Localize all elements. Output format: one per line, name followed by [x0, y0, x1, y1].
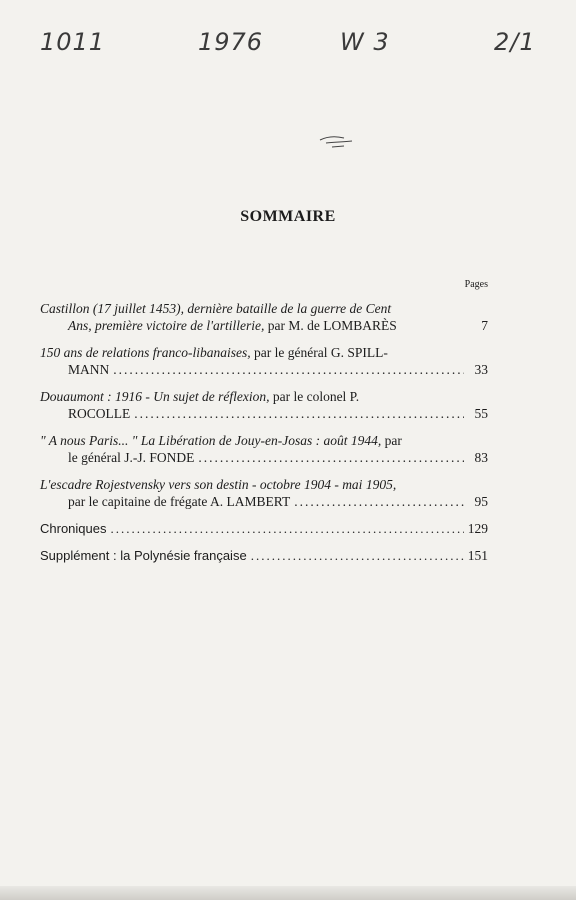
toc-entry[interactable] — [40, 432, 488, 466]
toc-entry[interactable] — [40, 476, 488, 510]
entry-page-number: 129 — [467, 521, 488, 536]
entry-author: par le général G. SPILL- — [250, 345, 388, 360]
entry-author-cont: ROCOLLE — [68, 406, 131, 421]
entry-title-cont: Ans, première victoire de l'artillerie, — [68, 318, 265, 333]
pages-column-label: Pages — [464, 279, 488, 290]
toc-entry[interactable] — [40, 344, 488, 378]
entry-page-number: 55 — [474, 406, 488, 421]
page-title: SOMMAIRE — [240, 208, 336, 225]
entry-author: par le capitaine de frégate A. LAMBERT — [68, 494, 291, 509]
toc-entry-supplement[interactable] — [40, 547, 488, 564]
entry-label: Supplément : la Polynésie française — [40, 548, 247, 563]
entry-title: Douaumont : 1916 - Un sujet de réflexion, — [40, 389, 270, 404]
entry-author-cont: le général J.-J. FONDE — [68, 450, 195, 465]
dot-leader — [111, 520, 464, 537]
entry-page-number: 151 — [467, 548, 488, 563]
dot-leader — [134, 405, 464, 422]
handwritten-note-right: 2/1 — [494, 28, 536, 56]
handwritten-note-center: 1976 — [198, 28, 264, 56]
dot-leader — [113, 361, 464, 378]
entry-page-number: 7 — [481, 318, 488, 333]
entry-title: 150 ans de relations franco-libanaises, — [40, 345, 251, 360]
table-of-contents — [40, 300, 488, 574]
entry-author: par M. de LOMBARÈS — [264, 318, 397, 333]
entry-title: " A nous Paris... " La Libération de Jouy-en-Josas : août 1944, — [40, 433, 382, 448]
ornament-icon — [318, 130, 358, 152]
dot-leader — [294, 493, 464, 510]
entry-page-number: 95 — [474, 494, 488, 509]
dot-leader — [251, 547, 464, 564]
toc-entry-chroniques[interactable] — [40, 520, 488, 537]
page-bottom-edge — [0, 886, 576, 900]
entry-author: par le colonel P. — [269, 389, 360, 404]
entry-author: par — [381, 433, 402, 448]
toc-entry[interactable] — [40, 388, 488, 422]
handwritten-note-left: 1011 — [40, 28, 106, 56]
entry-title: L'escadre Rojestvensky vers son destin - octobre 1904 - mai 1905, — [40, 477, 397, 492]
entry-page-number: 33 — [474, 362, 488, 377]
entry-title: Castillon (17 juillet 1453), dernière bataille de la guerre de Cent — [40, 301, 392, 316]
entry-author-cont: MANN — [68, 362, 110, 377]
dot-leader — [198, 449, 464, 466]
entry-label: Chroniques — [40, 521, 107, 536]
handwritten-note-right-mid: W 3 — [340, 28, 390, 56]
toc-entry[interactable] — [40, 300, 488, 334]
entry-page-number: 83 — [474, 450, 488, 465]
